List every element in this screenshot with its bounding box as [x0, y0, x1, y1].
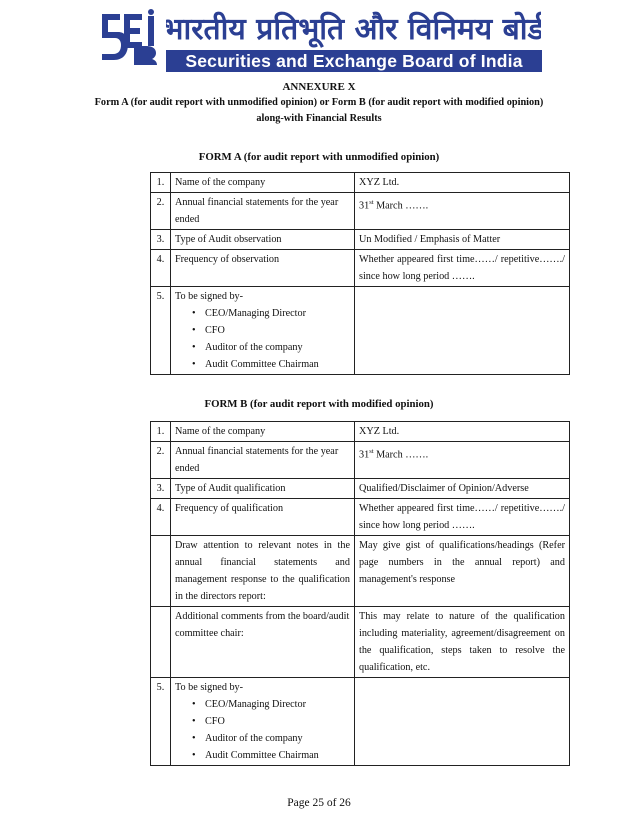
table-row [151, 678, 570, 766]
row-number: 1. [151, 173, 171, 193]
signatories-heading: To be signed by- [175, 291, 244, 302]
row-label: Annual financial statements for the year ended [171, 442, 355, 479]
english-name-banner: Securities and Exchange Board of India [166, 50, 542, 72]
row-value: Whether appeared first time……/ repetitive……./ since how long period ……. [355, 499, 570, 536]
table-row [151, 479, 570, 499]
annexure-subtitle-2: along-with Financial Results [256, 113, 382, 124]
row-value [355, 678, 570, 766]
row-value: This may relate to nature of the qualification including materiality, agreement/disagreement on the qualification, steps taken to resolve the qualification, etc. [355, 607, 570, 678]
row-value: Un Modified / Emphasis of Matter [355, 230, 570, 250]
row-number: 4. [151, 250, 171, 287]
table-row [151, 536, 570, 607]
page-number: Page 25 of 26 [287, 797, 351, 809]
list-item: • Auditor of the company [205, 339, 350, 356]
table-row [151, 442, 570, 479]
row-number: 3. [151, 479, 171, 499]
row-value: XYZ Ltd. [355, 422, 570, 442]
list-item: • Auditor of the company [205, 730, 350, 747]
row-value [355, 287, 570, 375]
row-label: Name of the company [171, 422, 355, 442]
row-label: Frequency of qualification [171, 499, 355, 536]
hindi-name [166, 8, 541, 48]
row-value: 31st March ……. [355, 442, 570, 479]
row-value: XYZ Ltd. [355, 173, 570, 193]
svg-text:भारतीय प्रतिभूति और विनिमय बोर: भारतीय प्रतिभूति और विनिमय बोर्ड [166, 12, 541, 47]
row-label: Type of Audit observation [171, 230, 355, 250]
list-item: • Audit Committee Chairman [205, 356, 350, 373]
table-row [151, 422, 570, 442]
form-b-table [150, 421, 570, 766]
table-row [151, 193, 570, 230]
row-label: Name of the company [171, 173, 355, 193]
signatories-heading: To be signed by- [175, 682, 244, 693]
row-number: 2. [151, 442, 171, 479]
row-value: 31st March ……. [355, 193, 570, 230]
annexure-subtitle-1: Form A (for audit report with unmodified opinion) or Form B (for audit report with modified opinion) [94, 97, 544, 108]
list-item: • Audit Committee Chairman [205, 747, 350, 764]
table-row [151, 250, 570, 287]
list-item: • CEO/Managing Director [205, 696, 350, 713]
signatories-list [175, 696, 350, 764]
row-value: Whether appeared first time……/ repetitive……./ since how long period ……. [355, 250, 570, 287]
row-value: May give gist of qualifications/headings (Refer page numbers in the annual report) and management's response [355, 536, 570, 607]
form-a-table [150, 172, 570, 375]
sebi-logo [98, 8, 160, 68]
row-number: 2. [151, 193, 171, 230]
row-number: 4. [151, 499, 171, 536]
signatories-list [175, 305, 350, 373]
row-label [171, 287, 355, 375]
list-item: • CFO [205, 322, 350, 339]
row-number [151, 536, 171, 607]
row-number: 3. [151, 230, 171, 250]
row-number: 5. [151, 287, 171, 375]
table-row [151, 607, 570, 678]
row-label [171, 678, 355, 766]
list-item: • CEO/Managing Director [205, 305, 350, 322]
row-number: 5. [151, 678, 171, 766]
row-value: Qualified/Disclaimer of Opinion/Adverse [355, 479, 570, 499]
row-label: Type of Audit qualification [171, 479, 355, 499]
row-label: Additional comments from the board/audit committee chair: [171, 607, 355, 678]
form-a-title: FORM A (for audit report with unmodified opinion) [198, 151, 440, 163]
table-row [151, 499, 570, 536]
table-row [151, 230, 570, 250]
list-item: • CFO [205, 713, 350, 730]
row-label: Annual financial statements for the year ended [171, 193, 355, 230]
row-number [151, 607, 171, 678]
row-label: Frequency of observation [171, 250, 355, 287]
row-label: Draw attention to relevant notes in the annual financial statements and management response to the qualification in the directors report: [171, 536, 355, 607]
sebi-header [98, 6, 543, 72]
form-b-title: FORM B (for audit report with modified opinion) [204, 398, 434, 410]
annexure-title: ANNEXURE X [282, 81, 356, 93]
table-row [151, 173, 570, 193]
row-number: 1. [151, 422, 171, 442]
table-row [151, 287, 570, 375]
